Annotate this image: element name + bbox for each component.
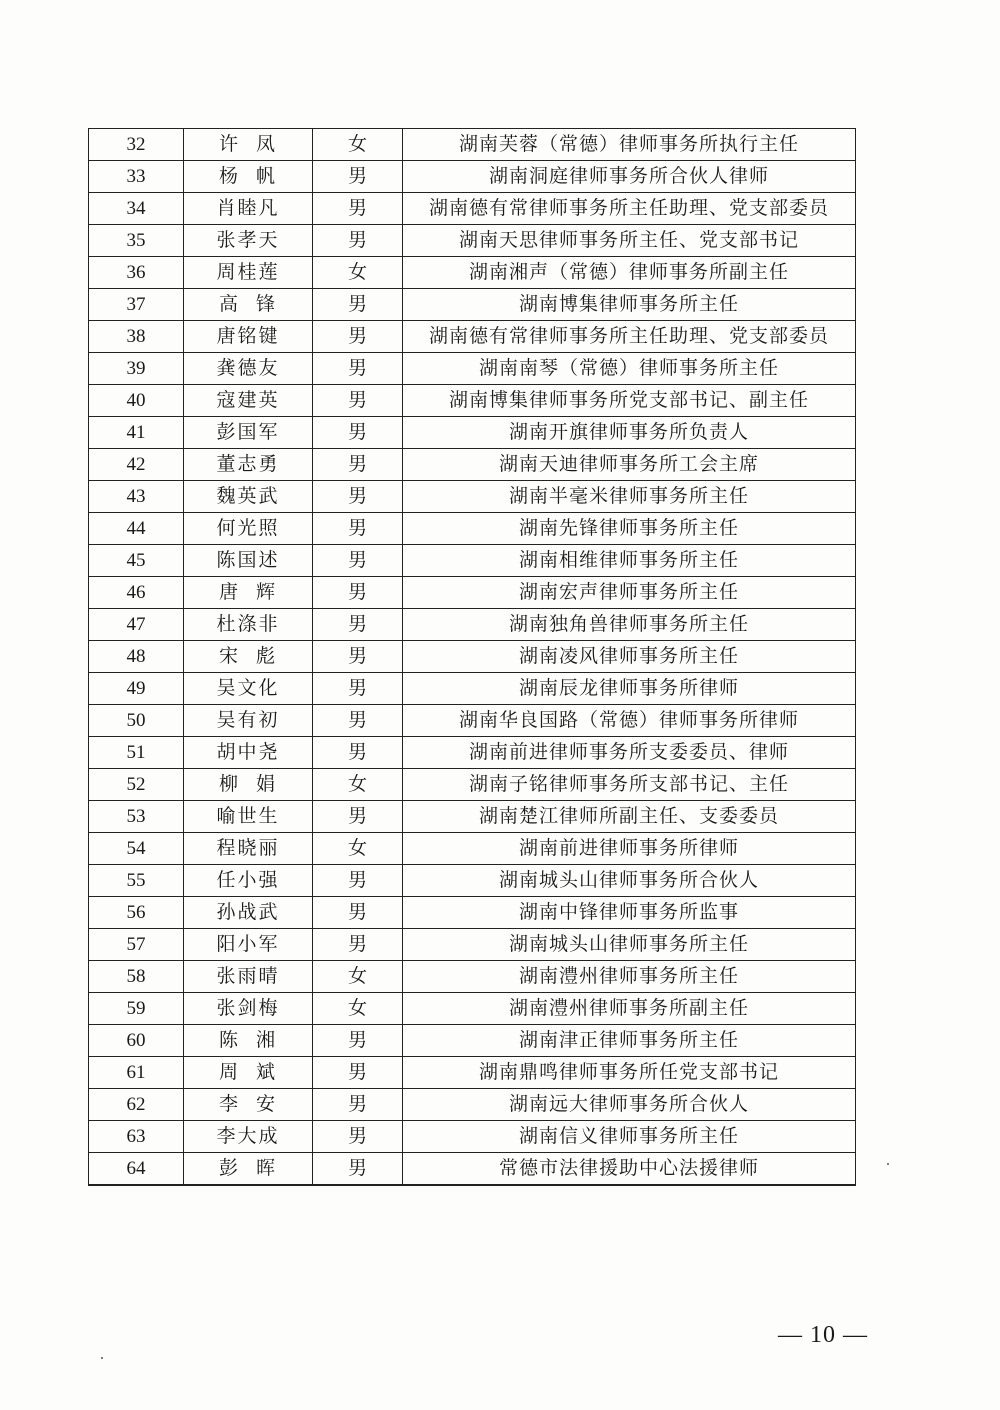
gender-cell: 男 <box>313 513 403 545</box>
row-number-cell: 38 <box>89 321 184 353</box>
row-number-cell: 49 <box>89 673 184 705</box>
person-name-cell: 杜涤非 <box>184 609 313 641</box>
gender-cell: 女 <box>313 257 403 289</box>
row-number-cell: 55 <box>89 865 184 897</box>
table-row <box>89 385 856 417</box>
person-name-cell: 魏英武 <box>184 481 313 513</box>
table-row <box>89 193 856 225</box>
position-title-cell: 湖南博集律师事务所主任 <box>403 289 856 321</box>
row-number-cell: 43 <box>89 481 184 513</box>
person-name-cell: 何光照 <box>184 513 313 545</box>
person-name-cell: 任小强 <box>184 865 313 897</box>
gender-cell: 男 <box>313 161 403 193</box>
person-name-cell: 周桂莲 <box>184 257 313 289</box>
position-title-cell: 湖南城头山律师事务所主任 <box>403 929 856 961</box>
person-name-cell: 柳 娟 <box>184 769 313 801</box>
gender-cell: 男 <box>313 609 403 641</box>
position-title-cell: 湖南宏声律师事务所主任 <box>403 577 856 609</box>
position-title-cell: 湖南独角兽律师事务所主任 <box>403 609 856 641</box>
gender-cell: 男 <box>313 1121 403 1153</box>
row-number-cell: 44 <box>89 513 184 545</box>
position-title-cell: 湖南德有常律师事务所主任助理、党支部委员 <box>403 321 856 353</box>
row-number-cell: 40 <box>89 385 184 417</box>
gender-cell: 男 <box>313 417 403 449</box>
table-row <box>89 897 856 929</box>
row-number-cell: 32 <box>89 129 184 161</box>
person-name-cell: 程晓丽 <box>184 833 313 865</box>
gender-cell: 男 <box>313 353 403 385</box>
table-row <box>89 321 856 353</box>
row-number-cell: 33 <box>89 161 184 193</box>
position-title-cell: 湖南子铭律师事务所支部书记、主任 <box>403 769 856 801</box>
table-row <box>89 1121 856 1153</box>
person-name-cell: 唐铭键 <box>184 321 313 353</box>
position-title-cell: 湖南华良国路（常德）律师事务所律师 <box>403 705 856 737</box>
position-title-cell: 湖南博集律师事务所党支部书记、副主任 <box>403 385 856 417</box>
gender-cell: 男 <box>313 193 403 225</box>
person-name-cell: 张雨晴 <box>184 961 313 993</box>
table-row <box>89 289 856 321</box>
row-number-cell: 36 <box>89 257 184 289</box>
person-name-cell: 许 凤 <box>184 129 313 161</box>
gender-cell: 男 <box>313 289 403 321</box>
person-name-cell: 寇建英 <box>184 385 313 417</box>
row-number-cell: 60 <box>89 1025 184 1057</box>
position-title-cell: 湖南洞庭律师事务所合伙人律师 <box>403 161 856 193</box>
gender-cell: 男 <box>313 865 403 897</box>
person-name-cell: 张孝天 <box>184 225 313 257</box>
person-name-cell: 吴文化 <box>184 673 313 705</box>
position-title-cell: 湖南辰龙律师事务所律师 <box>403 673 856 705</box>
person-name-cell: 陈国述 <box>184 545 313 577</box>
scan-speck <box>887 1163 889 1165</box>
gender-cell: 女 <box>313 129 403 161</box>
row-number-cell: 59 <box>89 993 184 1025</box>
table-row <box>89 865 856 897</box>
table-row <box>89 961 856 993</box>
gender-cell: 男 <box>313 545 403 577</box>
position-title-cell: 湖南凌风律师事务所主任 <box>403 641 856 673</box>
person-name-cell: 唐 辉 <box>184 577 313 609</box>
position-title-cell: 湖南相维律师事务所主任 <box>403 545 856 577</box>
roster-body <box>89 129 856 1186</box>
person-name-cell: 陈 湘 <box>184 1025 313 1057</box>
person-name-cell: 胡中尧 <box>184 737 313 769</box>
row-number-cell: 50 <box>89 705 184 737</box>
page-number: — 10 — <box>778 1322 868 1348</box>
gender-cell: 男 <box>313 897 403 929</box>
gender-cell: 男 <box>313 1153 403 1186</box>
row-number-cell: 46 <box>89 577 184 609</box>
row-number-cell: 37 <box>89 289 184 321</box>
gender-cell: 男 <box>313 929 403 961</box>
table-row <box>89 513 856 545</box>
person-name-cell: 张剑梅 <box>184 993 313 1025</box>
person-name-cell: 高 锋 <box>184 289 313 321</box>
person-name-cell: 李 安 <box>184 1089 313 1121</box>
person-name-cell: 周 斌 <box>184 1057 313 1089</box>
table-row <box>89 705 856 737</box>
position-title-cell: 常德市法律援助中心法援律师 <box>403 1153 856 1186</box>
person-name-cell: 孙战武 <box>184 897 313 929</box>
gender-cell: 男 <box>313 321 403 353</box>
row-number-cell: 57 <box>89 929 184 961</box>
row-number-cell: 62 <box>89 1089 184 1121</box>
row-number-cell: 52 <box>89 769 184 801</box>
person-name-cell: 肖睦凡 <box>184 193 313 225</box>
row-number-cell: 54 <box>89 833 184 865</box>
table-row <box>89 417 856 449</box>
gender-cell: 男 <box>313 1057 403 1089</box>
gender-cell: 男 <box>313 801 403 833</box>
gender-cell: 女 <box>313 769 403 801</box>
row-number-cell: 64 <box>89 1153 184 1186</box>
position-title-cell: 湖南津正律师事务所主任 <box>403 1025 856 1057</box>
position-title-cell: 湖南天迪律师事务所工会主席 <box>403 449 856 481</box>
person-name-cell: 宋 彪 <box>184 641 313 673</box>
position-title-cell: 湖南前进律师事务所支委委员、律师 <box>403 737 856 769</box>
position-title-cell: 湖南先锋律师事务所主任 <box>403 513 856 545</box>
table-row <box>89 1057 856 1089</box>
gender-cell: 男 <box>313 705 403 737</box>
position-title-cell: 湖南半毫米律师事务所主任 <box>403 481 856 513</box>
gender-cell: 男 <box>313 385 403 417</box>
position-title-cell: 湖南芙蓉（常德）律师事务所执行主任 <box>403 129 856 161</box>
gender-cell: 男 <box>313 1025 403 1057</box>
row-number-cell: 61 <box>89 1057 184 1089</box>
gender-cell: 男 <box>313 737 403 769</box>
position-title-cell: 湖南远大律师事务所合伙人 <box>403 1089 856 1121</box>
row-number-cell: 56 <box>89 897 184 929</box>
position-title-cell: 湖南天思律师事务所主任、党支部书记 <box>403 225 856 257</box>
table-row <box>89 801 856 833</box>
person-name-cell: 彭 晖 <box>184 1153 313 1186</box>
person-name-cell: 董志勇 <box>184 449 313 481</box>
row-number-cell: 63 <box>89 1121 184 1153</box>
person-name-cell: 吴有初 <box>184 705 313 737</box>
position-title-cell: 湖南楚江律师所副主任、支委委员 <box>403 801 856 833</box>
position-title-cell: 湖南鼎鸣律师事务所任党支部书记 <box>403 1057 856 1089</box>
table-row <box>89 1153 856 1186</box>
table-row <box>89 609 856 641</box>
table-row <box>89 993 856 1025</box>
gender-cell: 男 <box>313 225 403 257</box>
table-row <box>89 129 856 161</box>
row-number-cell: 48 <box>89 641 184 673</box>
position-title-cell: 湖南德有常律师事务所主任助理、党支部委员 <box>403 193 856 225</box>
table-row <box>89 225 856 257</box>
table-row <box>89 545 856 577</box>
row-number-cell: 47 <box>89 609 184 641</box>
row-number-cell: 41 <box>89 417 184 449</box>
table-row <box>89 353 856 385</box>
row-number-cell: 34 <box>89 193 184 225</box>
gender-cell: 男 <box>313 641 403 673</box>
row-number-cell: 58 <box>89 961 184 993</box>
table-row <box>89 577 856 609</box>
person-name-cell: 杨 帆 <box>184 161 313 193</box>
gender-cell: 男 <box>313 673 403 705</box>
table-row <box>89 929 856 961</box>
scan-speck <box>101 1357 103 1359</box>
row-number-cell: 51 <box>89 737 184 769</box>
table-row <box>89 769 856 801</box>
table-row <box>89 1089 856 1121</box>
person-name-cell: 龚德友 <box>184 353 313 385</box>
row-number-cell: 39 <box>89 353 184 385</box>
gender-cell: 男 <box>313 1089 403 1121</box>
gender-cell: 女 <box>313 833 403 865</box>
gender-cell: 男 <box>313 481 403 513</box>
row-number-cell: 42 <box>89 449 184 481</box>
table-row <box>89 673 856 705</box>
gender-cell: 女 <box>313 993 403 1025</box>
position-title-cell: 湖南澧州律师事务所副主任 <box>403 993 856 1025</box>
table-row <box>89 161 856 193</box>
position-title-cell: 湖南开旗律师事务所负责人 <box>403 417 856 449</box>
gender-cell: 男 <box>313 449 403 481</box>
person-name-cell: 彭国军 <box>184 417 313 449</box>
position-title-cell: 湖南澧州律师事务所主任 <box>403 961 856 993</box>
position-title-cell: 湖南信义律师事务所主任 <box>403 1121 856 1153</box>
table-row <box>89 737 856 769</box>
table-row <box>89 449 856 481</box>
position-title-cell: 湖南城头山律师事务所合伙人 <box>403 865 856 897</box>
person-name-cell: 阳小军 <box>184 929 313 961</box>
position-title-cell: 湖南前进律师事务所律师 <box>403 833 856 865</box>
table-row <box>89 481 856 513</box>
row-number-cell: 45 <box>89 545 184 577</box>
position-title-cell: 湖南中锋律师事务所监事 <box>403 897 856 929</box>
gender-cell: 女 <box>313 961 403 993</box>
gender-cell: 男 <box>313 577 403 609</box>
position-title-cell: 湖南南琴（常德）律师事务所主任 <box>403 353 856 385</box>
table-row <box>89 833 856 865</box>
person-name-cell: 喻世生 <box>184 801 313 833</box>
table-row <box>89 257 856 289</box>
person-name-cell: 李大成 <box>184 1121 313 1153</box>
row-number-cell: 53 <box>89 801 184 833</box>
table-row <box>89 641 856 673</box>
row-number-cell: 35 <box>89 225 184 257</box>
lawyer-roster-table <box>88 128 856 1186</box>
position-title-cell: 湖南湘声（常德）律师事务所副主任 <box>403 257 856 289</box>
table-row <box>89 1025 856 1057</box>
